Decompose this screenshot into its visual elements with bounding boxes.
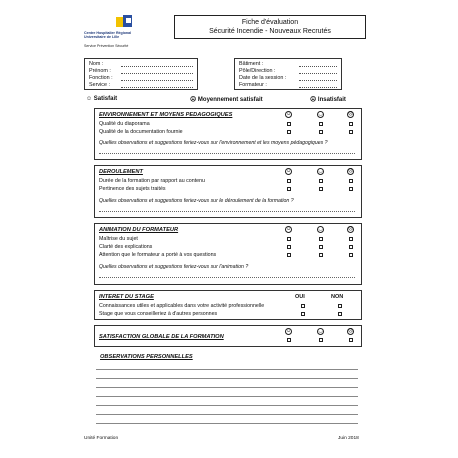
section-interet bbox=[94, 290, 362, 320]
checkbox-unsatisfied[interactable] bbox=[349, 179, 353, 183]
logo-org-name bbox=[84, 31, 131, 39]
field-dotted-line bbox=[299, 61, 337, 67]
row-label: Attention que le formateur a porté à vos questions bbox=[99, 252, 217, 258]
checkbox-medium[interactable] bbox=[319, 179, 323, 183]
neutral-face-icon: ◡ bbox=[318, 168, 323, 174]
form-title: Fiche d'évaluation bbox=[241, 19, 299, 26]
field-dotted-line bbox=[121, 61, 193, 67]
identity-box-left bbox=[84, 58, 198, 90]
observations-title: OBSERVATIONS PERSONNELLES bbox=[100, 354, 193, 360]
form-title-box bbox=[174, 15, 366, 39]
field-label: Fonction : bbox=[89, 75, 113, 81]
checkbox-satisfied[interactable] bbox=[287, 187, 291, 191]
field-pole-direction[interactable] bbox=[239, 68, 337, 75]
field-dotted-line bbox=[299, 75, 337, 81]
happy-face-icon: ☺ bbox=[286, 168, 292, 174]
sad-face-icon: ☹ bbox=[348, 226, 354, 232]
legend-satisfied: ☺ Satisfait bbox=[86, 96, 118, 102]
column-yes-header: OUI bbox=[295, 294, 305, 300]
column-no-header: NON bbox=[331, 294, 344, 300]
field-service[interactable] bbox=[89, 82, 193, 89]
neutral-face-icon: ◡ bbox=[318, 226, 323, 232]
observation-line[interactable] bbox=[96, 387, 358, 388]
checkbox-unsatisfied[interactable] bbox=[349, 338, 353, 342]
checkbox-medium[interactable] bbox=[319, 122, 323, 126]
logo-org-line2: Universitaire de Lille bbox=[84, 35, 120, 40]
section-satisfaction-globale bbox=[94, 325, 362, 347]
checkbox-unsatisfied[interactable] bbox=[349, 245, 353, 249]
checkbox-yes[interactable] bbox=[301, 304, 305, 308]
row-label: Pertinence des sujets traités bbox=[99, 186, 166, 192]
checkbox-medium[interactable] bbox=[319, 338, 323, 342]
section-deroulement bbox=[94, 165, 362, 218]
observation-line[interactable] bbox=[96, 405, 358, 406]
observation-line[interactable] bbox=[96, 414, 358, 415]
section-title: ENVIRONNEMENT ET MOYENS PEDAGOGIQUES bbox=[99, 112, 233, 118]
observation-question: Quelles observations et suggestions feriez-vous sur le déroulement de la formation ? bbox=[99, 198, 294, 204]
checkbox-medium[interactable] bbox=[319, 130, 323, 134]
checkbox-satisfied[interactable] bbox=[287, 237, 291, 241]
chru-logo bbox=[84, 14, 164, 54]
field-formateur[interactable] bbox=[239, 82, 337, 89]
observation-line[interactable] bbox=[96, 423, 358, 424]
neutral-face-icon: ◡ bbox=[318, 328, 323, 334]
field-label: Pôle/Direction : bbox=[239, 68, 276, 74]
section-environnement bbox=[94, 108, 362, 160]
answer-line[interactable] bbox=[99, 153, 355, 154]
field-dotted-line bbox=[121, 68, 193, 74]
checkbox-unsatisfied[interactable] bbox=[349, 187, 353, 191]
logo-org-line1: Centre Hospitalier Régional bbox=[84, 31, 132, 35]
field-dotted-line bbox=[121, 82, 193, 88]
observation-question: Quelles observations et suggestions feriez-vous sur l'environnement et les moyens pédagogiques ? bbox=[99, 140, 328, 146]
checkbox-unsatisfied[interactable] bbox=[349, 253, 353, 257]
form-subtitle: Sécurité Incendie - Nouveaux Recrutés bbox=[209, 28, 331, 35]
field-label: Prénom : bbox=[89, 68, 111, 74]
row-label: Qualité du diaporama bbox=[99, 121, 150, 127]
row-label: Stage que vous conseilleriez à d'autres personnes bbox=[99, 311, 218, 317]
section-animation bbox=[94, 223, 362, 285]
field-dotted-line bbox=[121, 75, 193, 81]
logo-mark-icon bbox=[114, 14, 136, 30]
field-label: Service : bbox=[89, 82, 110, 88]
checkbox-unsatisfied[interactable] bbox=[349, 237, 353, 241]
legend-unsatisfied: ☹ Insatisfait bbox=[310, 97, 346, 103]
field-label: Formateur : bbox=[239, 82, 267, 88]
legend-medium: ☹ Moyennement satisfait bbox=[190, 97, 263, 103]
happy-face-icon: ☺ bbox=[286, 111, 292, 117]
footer-unit: Unité Formation bbox=[84, 436, 119, 441]
sad-face-icon: ☹ bbox=[348, 168, 354, 174]
observation-line[interactable] bbox=[96, 396, 358, 397]
checkbox-medium[interactable] bbox=[319, 237, 323, 241]
answer-line[interactable] bbox=[99, 277, 355, 278]
row-label: Qualité de la documentation fournie bbox=[99, 129, 183, 135]
section-title: INTERET DU STAGE bbox=[99, 294, 154, 300]
answer-line[interactable] bbox=[99, 211, 355, 212]
observation-line[interactable] bbox=[96, 369, 358, 370]
checkbox-satisfied[interactable] bbox=[287, 253, 291, 257]
field-batiment[interactable] bbox=[239, 61, 337, 68]
field-label: Nom : bbox=[89, 61, 104, 67]
checkbox-medium[interactable] bbox=[319, 187, 323, 191]
observation-question: Quelles observations et suggestions feriez-vous sur l'animation ? bbox=[99, 264, 249, 270]
row-label: Durée de la formation par rapport au contenu bbox=[99, 178, 206, 184]
checkbox-no[interactable] bbox=[338, 312, 342, 316]
observation-line[interactable] bbox=[96, 378, 358, 379]
field-fonction[interactable] bbox=[89, 75, 193, 82]
footer-date: Juin 2018 bbox=[338, 436, 359, 441]
field-label: Date de la session : bbox=[239, 75, 287, 81]
field-dotted-line bbox=[299, 68, 337, 74]
checkbox-medium[interactable] bbox=[319, 253, 323, 257]
row-label: Maîtrise du sujet bbox=[99, 236, 138, 242]
happy-face-icon: ☺ bbox=[286, 328, 292, 334]
field-date-session[interactable] bbox=[239, 75, 337, 82]
section-title: DEROULEMENT bbox=[99, 169, 143, 175]
row-label: Clarté des explications bbox=[99, 244, 153, 250]
logo-service: Service Prévention Sécurité bbox=[84, 44, 129, 48]
checkbox-unsatisfied[interactable] bbox=[349, 130, 353, 134]
checkbox-satisfied[interactable] bbox=[287, 179, 291, 183]
row-label: Connaissances utiles et applicables dans votre activité professionnelle bbox=[99, 303, 265, 309]
checkbox-no[interactable] bbox=[338, 304, 342, 308]
identity-box-right bbox=[234, 58, 342, 90]
field-nom[interactable] bbox=[89, 61, 193, 68]
checkbox-unsatisfied[interactable] bbox=[349, 122, 353, 126]
field-dotted-line bbox=[299, 82, 337, 88]
checkbox-satisfied[interactable] bbox=[287, 130, 291, 134]
field-label: Bâtiment : bbox=[239, 61, 264, 67]
section-title: ANIMATION DU FORMATEUR bbox=[99, 227, 179, 233]
neutral-face-icon: ◡ bbox=[318, 111, 323, 117]
checkbox-satisfied[interactable] bbox=[287, 122, 291, 126]
satisfaction-legend bbox=[86, 96, 358, 104]
checkbox-satisfied[interactable] bbox=[287, 245, 291, 249]
checkbox-yes[interactable] bbox=[301, 312, 305, 316]
field-prenom[interactable] bbox=[89, 68, 193, 75]
happy-face-icon: ☺ bbox=[286, 226, 292, 232]
sad-face-icon: ☹ bbox=[348, 328, 354, 334]
checkbox-medium[interactable] bbox=[319, 245, 323, 249]
sad-face-icon: ☹ bbox=[348, 111, 354, 117]
section-title: SATISFACTION GLOBALE DE LA FORMATION bbox=[99, 334, 224, 340]
checkbox-satisfied[interactable] bbox=[287, 338, 291, 342]
